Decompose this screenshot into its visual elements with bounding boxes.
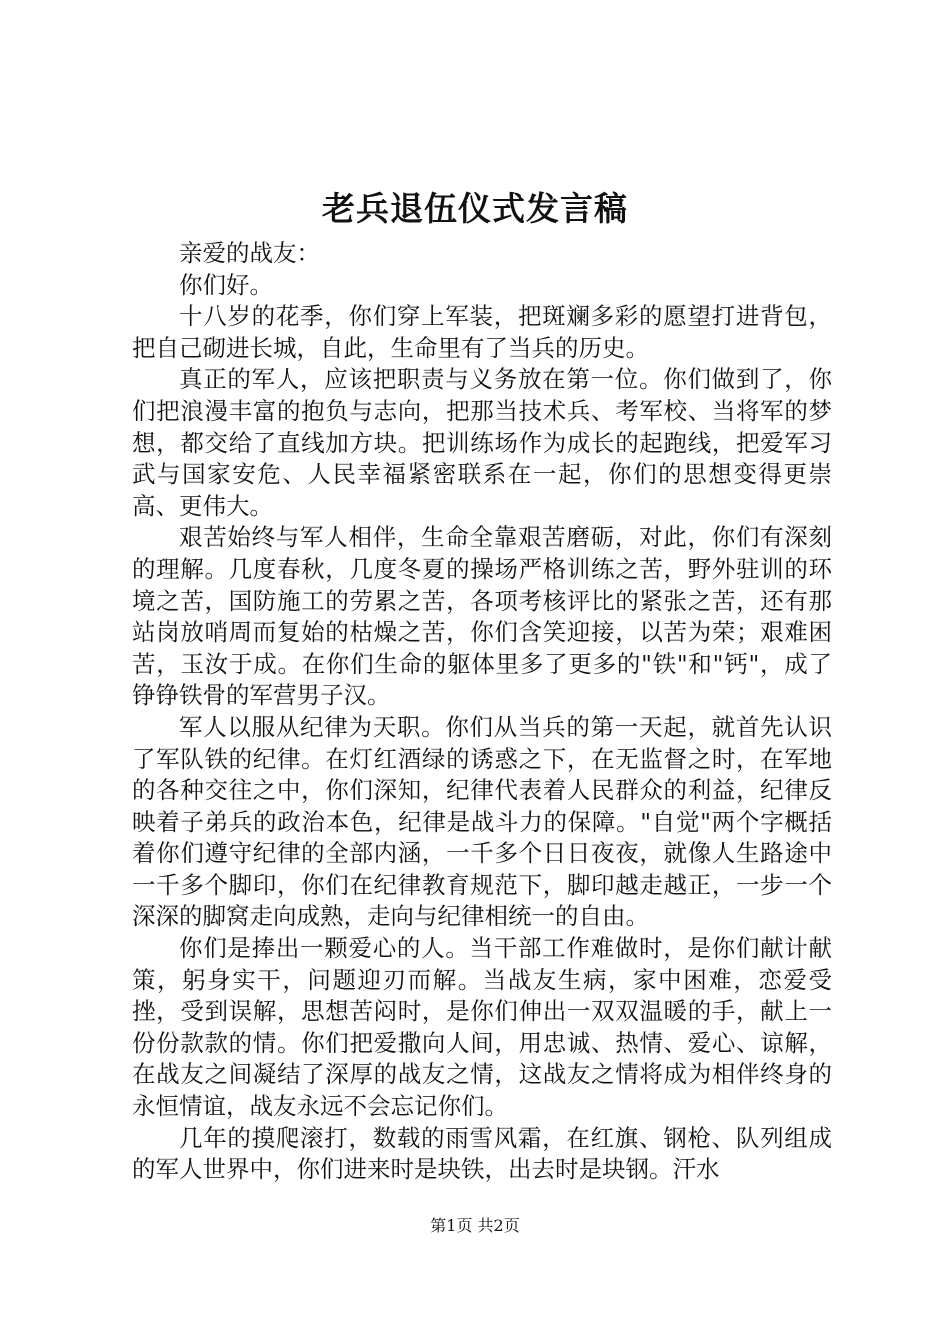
- paragraph: 军人以服从纪律为天职。你们从当兵的第一天起，就首先认识了军队铁的纪律。在灯红酒绿的诱惑之下，在无监督之时，在军地的各种交往之中，你们深知，纪律代表着人民群众的利益，纪律反映着子弟兵的政治本色，纪律是战斗力的保障。"自觉"两个字概括着你们遵守纪律的全部内涵，一千多个日日夜夜，就像人生路途中一千多个脚印，你们在纪律教育规范下，脚印越走越正，一步一个深深的脚窝走向成熟，走向与纪律相统一的自由。: [132, 712, 832, 931]
- paragraph: 真正的军人，应该把职责与义务放在第一位。你们做到了，你们把浪漫丰富的抱负与志向，把那当技术兵、考军校、当将军的梦想，都交给了直线加方块。把训练场作为成长的起跑线，把爱军习武与国家安危、人民幸福紧密联系在一起，你们的思想变得更崇高、更伟大。: [132, 365, 832, 520]
- document-title: 老兵退伍仪式发言稿: [322, 189, 628, 228]
- page-number-footer: 第1页 共2页: [430, 1216, 520, 1235]
- document-body: [132, 238, 832, 1186]
- paragraph: 几年的摸爬滚打，数载的雨雪风霜，在红旗、钢枪、队列组成的军人世界中，你们进来时是块铁，出去时是块钢。汗水: [132, 1123, 832, 1184]
- paragraph: 十八岁的花季，你们穿上军装，把斑斓多彩的愿望打进背包，把自己砌进长城，自此，生命里有了当兵的历史。: [132, 302, 832, 362]
- paragraph-salutation: 亲爱的战友：: [179, 239, 320, 267]
- paragraph: 艰苦始终与军人相伴，生命全靠艰苦磨砺，对此，你们有深刻的理解。几度春秋，几度冬夏的操场严格训练之苦，野外驻训的环境之苦，国防施工的劳累之苦，各项考核评比的紧张之苦，还有那站岗放哨周而复始的枯燥之苦，你们含笑迎接，以苦为荣；艰难困苦，玉汝于成。在你们生命的躯体里多了更多的"铁"和"钙"，成了铮铮铁骨的军营男子汉。: [132, 523, 832, 710]
- paragraph-greeting: 你们好。: [179, 270, 273, 299]
- paragraph: 你们是捧出一颗爱心的人。当干部工作难做时，是你们献计献策，躬身实干，问题迎刃而解。当战友生病，家中困难，恋爱受挫，受到误解，思想苦闷时，是你们伸出一双双温暖的手，献上一份份款款的情。你们把爱撒向人间，用忠诚、热情、爱心、谅解，在战友之间凝结了深厚的战友之情，这战友之情将成为相伴终身的永恒情谊，战友永远不会忘记你们。: [132, 934, 832, 1121]
